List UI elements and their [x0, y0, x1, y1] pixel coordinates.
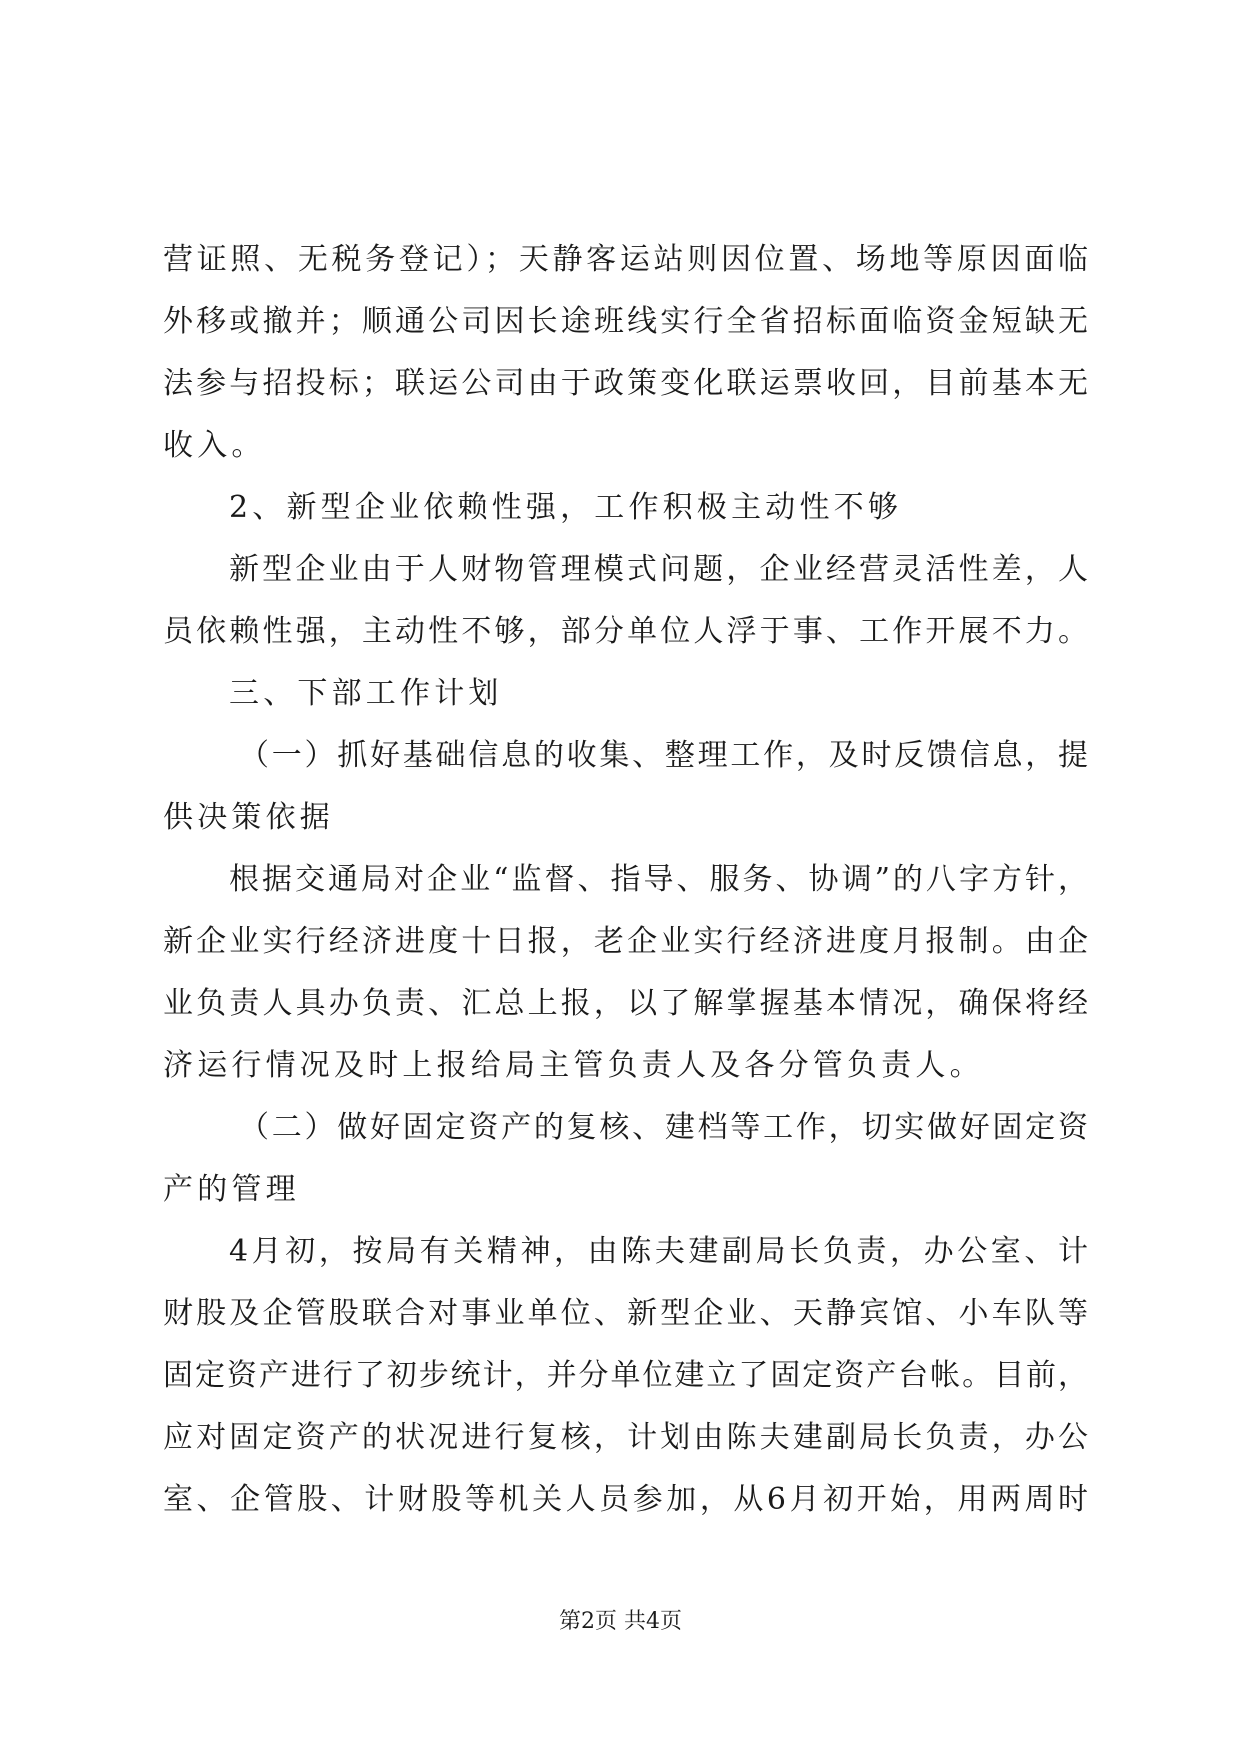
body-line: 固定资产进行了初步统计，并分单位建立了固定资产台帐。目前， — [163, 1358, 1088, 1393]
document-body — [163, 229, 1088, 1531]
body-line: 法参与招投标；联运公司由于政策变化联运票收回，目前基本无 — [163, 366, 1088, 401]
body-line: 财股及企管股联合对事业单位、新型企业、天静宾馆、小车队等 — [163, 1296, 1088, 1331]
body-line: 根据交通局对企业“监督、指导、服务、协调”的八字方针， — [229, 862, 1088, 897]
section-heading: 2、新型企业依赖性强，工作积极主动性不够 — [229, 490, 903, 525]
subsection-heading-cont: 供决策依据 — [163, 800, 334, 835]
body-line: 应对固定资产的状况进行复核，计划由陈夫建副局长负责，办公 — [163, 1420, 1088, 1455]
body-line: 济运行情况及时上报给局主管负责人及各分管负责人。 — [163, 1048, 984, 1083]
body-line: 员依赖性强，主动性不够，部分单位人浮于事、工作开展不力。 — [163, 614, 1088, 649]
section-heading: 三、下部工作计划 — [229, 676, 503, 711]
body-line: 外移或撤并；顺通公司因长途班线实行全省招标面临资金短缺无 — [163, 304, 1088, 339]
subsection-heading: （二）做好固定资产的复核、建档等工作，切实做好固定资 — [239, 1110, 1088, 1145]
body-line: 4月初，按局有关精神，由陈夫建副局长负责，办公室、计 — [229, 1234, 1088, 1269]
body-line: 业负责人具办负责、汇总上报，以了解掌握基本情况，确保将经 — [163, 986, 1088, 1021]
page-number-footer: 第2页 共4页 — [559, 1609, 682, 1634]
body-line: 收入。 — [163, 428, 266, 463]
subsection-heading: （一）抓好基础信息的收集、整理工作，及时反馈信息，提 — [239, 738, 1088, 773]
body-line: 营证照、无税务登记）；天静客运站则因位置、场地等原因面临 — [163, 242, 1088, 277]
body-line: 新型企业由于人财物管理模式问题，企业经营灵活性差，人 — [229, 552, 1088, 587]
body-line: 新企业实行经济进度十日报，老企业实行经济进度月报制。由企 — [163, 924, 1088, 959]
subsection-heading-cont: 产的管理 — [163, 1172, 300, 1207]
body-line: 室、企管股、计财股等机关人员参加，从6月初开始，用两周时 — [163, 1482, 1088, 1517]
